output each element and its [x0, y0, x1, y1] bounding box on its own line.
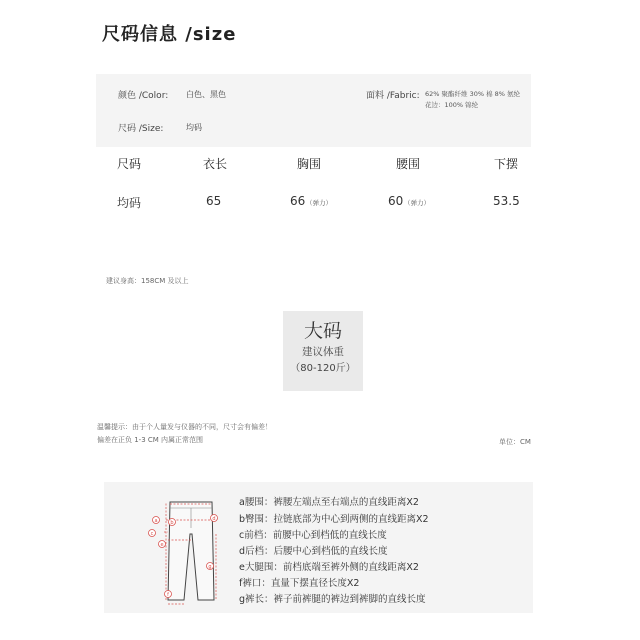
definition-f: f裤口：直量下摆直径长度X2 — [239, 578, 360, 589]
label-e — [159, 541, 166, 549]
table-cell-chest-note: （弹力） — [306, 199, 332, 207]
table-cell-chest: 66 — [290, 194, 306, 208]
size-label: 尺码 /Size: — [118, 124, 164, 134]
pants-diagram — [104, 482, 234, 613]
table-header-waist: 腰围 — [396, 157, 421, 171]
tips-line-2: 偏差在正负 1-3 CM 内属正常范围 — [97, 436, 204, 444]
table-cell-hem: 53.5 — [493, 194, 520, 208]
table-cell-waist: 60 — [388, 194, 404, 208]
height-note: 建议身高：158CM 及以上 — [106, 277, 189, 285]
table-header-length: 衣长 — [203, 157, 228, 171]
definition-g: g裤长：裤子前裤腿的裤边到裤脚的直线长度 — [239, 594, 426, 605]
svg-text:e: e — [160, 542, 164, 548]
definition-a: a腰围：裤腰左端点至右端点的直线距离X2 — [239, 497, 419, 508]
label-g — [207, 563, 214, 571]
page-title: 尺码信息 /size — [102, 24, 237, 45]
recommend-box — [283, 311, 363, 391]
table-cell-size: 均码 — [117, 196, 142, 210]
svg-text:c: c — [150, 531, 154, 537]
recommend-title: 大码 — [303, 320, 342, 342]
recommend-subtitle: 建议体重 — [302, 346, 344, 358]
definition-e: e大腿围：前档底端至裤外侧的直线距离X2 — [239, 562, 419, 573]
product-info-panel — [96, 74, 531, 147]
color-label: 颜色 /Color: — [118, 91, 169, 101]
label-f — [165, 591, 172, 599]
svg-text:g: g — [208, 564, 212, 570]
label-c — [149, 530, 156, 538]
svg-text:b: b — [170, 520, 174, 526]
lace-value: 花边：100% 锦纶 — [425, 101, 479, 109]
svg-text:d: d — [212, 516, 216, 522]
fabric-label: 面料 /Fabric: — [366, 91, 420, 101]
table-header-chest: 胸围 — [297, 157, 322, 171]
label-a — [153, 517, 160, 525]
table-header-hem: 下摆 — [494, 157, 519, 171]
color-value: 白色、黑色 — [186, 90, 226, 99]
svg-text:a: a — [154, 518, 158, 524]
pants-outline-icon — [168, 502, 214, 600]
unit-label: 单位：CM — [499, 438, 531, 446]
svg-text:f: f — [167, 592, 169, 598]
definition-b: b臀围：拉链底部为中心到两侧的直线距离X2 — [239, 514, 429, 525]
label-d — [211, 515, 218, 523]
tips-line-1: 温馨提示：由于个人量发与仪器的不同，尺寸会有偏差！ — [97, 423, 272, 431]
recommend-range: （80-120斤） — [290, 363, 356, 374]
definition-c: c前档：前腰中心到档低的直线长度 — [239, 530, 387, 541]
definition-d: d后档：后腰中心到档低的直线长度 — [239, 546, 388, 557]
table-header-size: 尺码 — [117, 157, 142, 171]
size-value: 均码 — [186, 123, 202, 132]
table-cell-length: 65 — [206, 194, 222, 208]
fabric-value: 62% 聚酯纤维 30% 棉 8% 氨纶 — [425, 90, 521, 98]
label-b — [169, 519, 176, 527]
table-cell-waist-note: （弹力） — [404, 199, 430, 207]
